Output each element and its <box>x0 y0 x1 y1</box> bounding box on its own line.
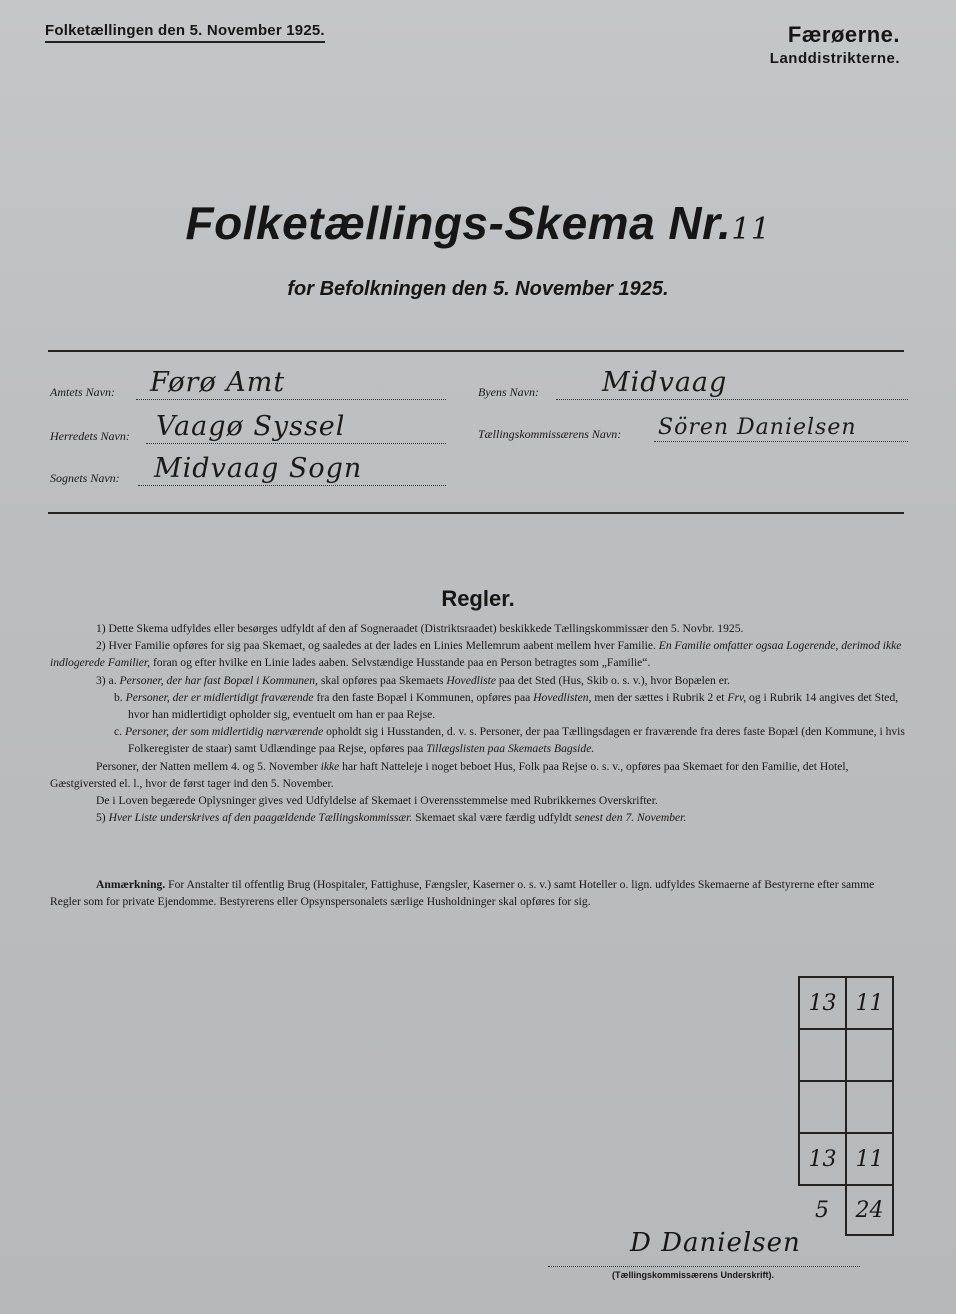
tally-cell: 13 <box>799 1133 846 1185</box>
amt-label: Amtets Navn: <box>50 385 115 399</box>
tally-cell <box>799 1029 846 1081</box>
tally-cell <box>799 1081 846 1133</box>
by-value: Midvaag <box>602 367 728 398</box>
by-line <box>556 399 908 400</box>
rule-3a-rest: paa det Sted (Hus, Skib o. s. v.), hvor Bopælen er. <box>498 673 730 687</box>
remark-body: For Anstalter til offentlig Brug (Hospitaler, Fattighuse, Fængsler, Kaserner o. s. v.) samt Hoteller o. lign. udfyldes Skemaerne af Bestyrerne efter samme Regler som for private Ejendomme. Bestyrerens eller Opsynspersonalets særlige Husholdninger skal opføres for sig. <box>50 878 875 909</box>
rule-3b <box>50 689 908 723</box>
by-field <box>478 367 908 404</box>
tally-row <box>799 1133 893 1185</box>
top-rule <box>48 350 904 352</box>
tally-row <box>799 1029 893 1081</box>
herred-value: Vaagø Syssel <box>156 411 346 442</box>
rule-5-text: Skemaet skal være færdig udfyldt <box>415 811 572 825</box>
tally-table <box>798 976 894 1236</box>
tally-row <box>799 1081 893 1133</box>
rule-3c-num: c. <box>114 725 123 739</box>
form-number: 11 <box>731 212 771 247</box>
rule-5-deadline: senest den 7. November. <box>574 811 687 825</box>
tally-box <box>798 976 894 1236</box>
remark-label: Anmærkning. <box>96 878 166 891</box>
rule-4b: De i Loven begærede Oplysninger gives ved Udfyldelse af Skemaet i Overensstemmelse med Rubrikkernes Overskrifter. <box>96 794 658 808</box>
rule-3a-hovedliste: Hovedliste <box>446 673 496 687</box>
tally-cell <box>846 1081 893 1133</box>
by-label: Byens Navn: <box>478 385 539 399</box>
sogn-label: Sognets Navn: <box>50 471 120 485</box>
region-header <box>770 22 900 67</box>
tally-cell: 11 <box>846 977 893 1029</box>
tally-cell: 5 <box>815 1198 829 1223</box>
amt-value: Førø Amt <box>150 367 286 398</box>
sogn-value: Midvaag Sogn <box>154 453 363 484</box>
rule-5-italic: Hver Liste underskrives af den paagældende Tællingskommissær. <box>108 811 413 825</box>
rule-2-rest: foran og efter hvilke en Linie lades aaben. Selvstændige Husstande paa en Person betragtes som „Familie“. <box>152 656 651 670</box>
rule-3c <box>50 723 908 757</box>
amt-field <box>50 367 446 404</box>
rule-5-num: 5) <box>96 811 106 825</box>
rule-3c-text: opholdt sig i Husstanden, d. v. s. Personer, der paa Tællingsdagen er fraværende fra deres faste Bopæl (den Kommune, i hvis Folkeregister de staar) samt Udlændinge paa Rejse, opføres paa <box>128 725 905 756</box>
signature-caption: (Tællingskommissærens Underskrift). <box>612 1270 775 1280</box>
rule-2 <box>50 637 908 671</box>
tally-row <box>799 977 893 1029</box>
remark-text <box>50 876 908 910</box>
form-subtitle: for Befolkningen den 5. November 1925. <box>287 278 669 300</box>
tally-cell: 11 <box>846 1133 893 1185</box>
kommissaer-line <box>654 441 908 442</box>
rule-3b-rest: og i Rubrik 14 angives det Sted, hvor han midlertidigt opholder sig, eventuelt om han er paa Rejse. <box>128 690 899 722</box>
sogn-line <box>138 485 446 486</box>
tally-cell: 24 <box>846 1185 893 1235</box>
rule-1: 1) Dette Skema udfyldes eller besørges udfyldt af den af Sogneraadet (Distriktsraadet) beskikkede Tællingskommissær den 5. Novbr. 1925. <box>96 622 744 635</box>
rule-3c-italic: Personer, der som midlertidig nærværende <box>124 725 324 739</box>
rule-2-italic: En Familie omfatter ogsaa Logerende, derimod ikke indlogerede Familier, <box>50 639 902 670</box>
rule-3b-text2: men der sættes i Rubrik 2 et <box>594 690 725 704</box>
rule-4-ikke: ikke <box>320 759 340 773</box>
rule-3c-tillaegslisten: Tillægslisten paa Skemaets Bagside. <box>426 742 595 756</box>
rule-3b-text: fra den faste Bopæl i Kommunen, opføres paa <box>316 690 531 704</box>
rule-3a-num: 3) a. <box>96 673 117 687</box>
rules-heading: Regler. <box>441 586 515 611</box>
tally-row <box>799 1185 893 1235</box>
tally-cell: 13 <box>799 977 846 1029</box>
rule-3a-text: skal opføres paa Skemaets <box>320 673 444 687</box>
rule-3a-italic: Personer, der har fast Bopæl i Kommunen, <box>119 673 318 687</box>
rule-3b-italic: Personer, der er midlertidigt fraværende <box>125 690 314 704</box>
rule-3b-frv: Frv, <box>727 690 747 704</box>
herred-line <box>146 443 446 444</box>
rule-4 <box>50 758 908 792</box>
remark <box>50 876 908 910</box>
rule-3a <box>50 672 908 689</box>
rule-3b-num: b. <box>114 690 123 704</box>
sogn-field <box>50 453 446 490</box>
amt-line <box>136 399 446 400</box>
kommissaer-label: Tællingskommissærens Navn: <box>478 427 622 441</box>
signature: D Danielsen <box>630 1228 801 1258</box>
signature-line <box>548 1266 860 1267</box>
form-title-text: Folketællings-Skema Nr. <box>185 197 732 249</box>
tally-cell <box>846 1029 893 1081</box>
region-name: Færøerne. <box>787 22 900 47</box>
bottom-rule <box>48 512 904 514</box>
rule-3b-hovedlisten: Hovedlisten, <box>533 690 592 704</box>
kommissaer-value: Sören Danielsen <box>658 415 857 440</box>
form-title <box>0 196 956 250</box>
census-header: Folketællingen den 5. November 1925. <box>45 22 325 43</box>
subregion-name: Landdistrikterne. <box>769 50 900 67</box>
rule-5 <box>50 809 908 826</box>
rule-4-rest: har haft Natteleje i noget beboet Hus, Folk paa Rejse o. s. v., opføres paa Skemaet for den Familie, det Hotel, Gæstgiversted el. l., hvor de først tager ind den 5. November. <box>50 759 849 790</box>
kommissaer-field <box>478 412 908 446</box>
herred-label: Herredets Navn: <box>50 429 130 443</box>
rule-2-text: 2) Hver Familie opføres for sig paa Skemaet, og saaledes at der lades en Linies Mellemrum aabent mellem hver Familie. <box>96 639 656 653</box>
herred-field <box>50 411 446 448</box>
rules-text <box>50 620 908 826</box>
rule-4-text: Personer, der Natten mellem 4. og 5. November <box>96 759 318 773</box>
